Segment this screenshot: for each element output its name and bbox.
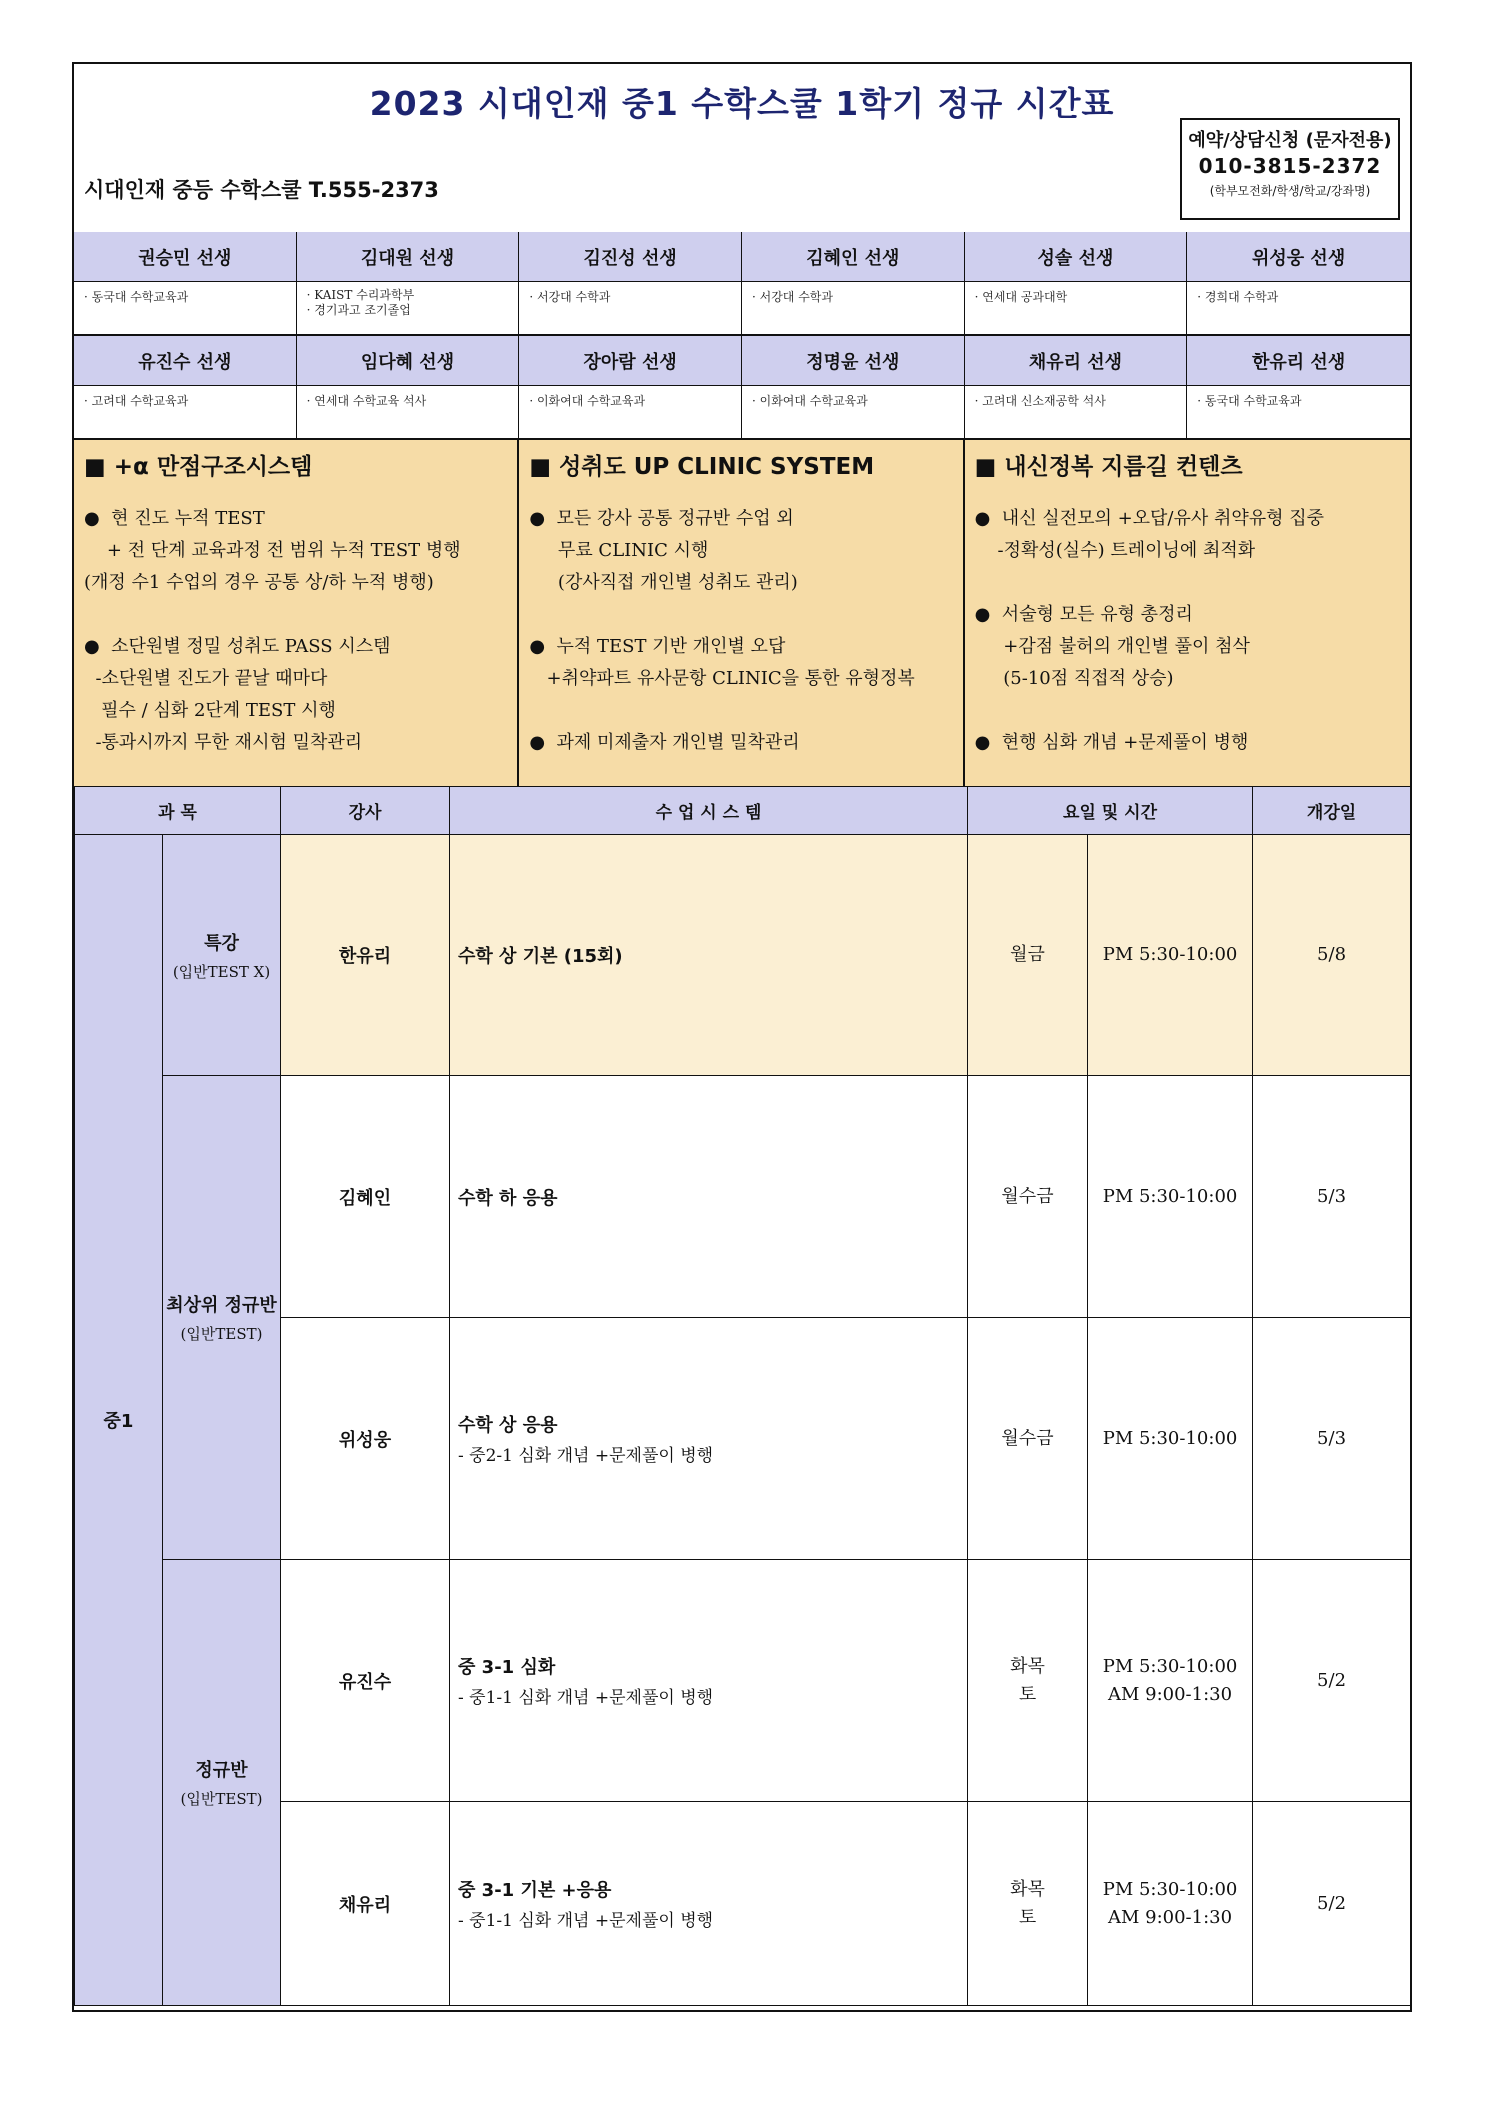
feature-line: +감점 불허의 개인별 풀이 첨삭: [974, 636, 1250, 657]
time-weekend: AM 9:00-1:30: [1107, 1683, 1233, 1705]
feature-line: ● 현행 심화 개념 +문제풀이 병행: [974, 732, 1249, 753]
feature-spacer: [975, 695, 1400, 727]
start-cell: 5/3: [1253, 1076, 1411, 1318]
table-row: [75, 1560, 1411, 1802]
days-weekday: 화목: [1010, 1655, 1045, 1677]
feature-line: -정확성(실수) 트레이닝에 최적화: [974, 540, 1256, 561]
teacher-name: 유진수 선생: [74, 336, 297, 386]
header-subject: 과 목: [75, 787, 281, 835]
time-weekday: PM 5:30-10:00: [1102, 1878, 1238, 1900]
table-row: [75, 835, 1411, 1076]
teacher-name: 김대원 선생: [297, 232, 520, 282]
start-cell: 5/8: [1253, 835, 1411, 1076]
teacher-table: [74, 232, 1410, 440]
contact-box: [1180, 118, 1400, 220]
course-cell: [450, 1076, 968, 1318]
feature-line: -소단원별 진도가 끝날 때마다: [84, 668, 328, 689]
header-teacher: 강사: [281, 787, 450, 835]
teacher-desc: · 연세대 공과대학: [965, 282, 1188, 336]
teacher-cell: 채유리: [281, 1802, 450, 2006]
feature-line: + 전 단계 교육과정 전 범위 누적 TEST 병행: [84, 540, 461, 561]
feature-title: ■ +α 만점구조시스템: [84, 454, 313, 480]
course-name: 수학 하 응용: [458, 1187, 558, 1209]
teacher-name: 김혜인 선생: [742, 232, 965, 282]
teacher-desc: · 이화여대 수학교육과: [519, 386, 742, 440]
header-system: 수 업 시 스 템: [450, 787, 968, 835]
course-name: 수학 상 응용: [458, 1415, 558, 1436]
teacher-desc: · 동국대 수학교육과: [1187, 386, 1410, 440]
group-name: 정규반: [195, 1760, 248, 1781]
feature-panel-clinic: [519, 440, 964, 786]
course-cell: [450, 835, 968, 1076]
teacher-name: 성솔 선생: [965, 232, 1188, 282]
teacher-desc: · 이화여대 수학교육과: [742, 386, 965, 440]
teacher-desc: · 연세대 수학교육 석사: [297, 386, 520, 440]
teacher-desc: · 고려대 신소재공학 석사: [965, 386, 1188, 440]
start-cell: 5/3: [1253, 1318, 1411, 1560]
group-name: 최상위 정규반: [166, 1295, 277, 1316]
schedule-header-row: [75, 787, 1411, 835]
teacher-desc-row: [74, 282, 1410, 336]
group-note: (입반TEST): [180, 1790, 263, 1808]
teacher-cell: 김혜인: [281, 1076, 450, 1318]
feature-spacer: [529, 695, 952, 727]
teacher-name: 한유리 선생: [1187, 336, 1410, 386]
feature-line: ● 소단원별 정밀 성취도 PASS 시스템: [84, 636, 391, 657]
teacher-name: 김진성 선생: [519, 232, 742, 282]
course-note: - 중2-1 심화 개념 +문제풀이 병행: [458, 1446, 714, 1466]
teacher-name: 권승민 선생: [74, 232, 297, 282]
header-start: 개강일: [1253, 787, 1411, 835]
days-cell: 월금: [968, 835, 1088, 1076]
teacher-cell: 유진수: [281, 1560, 450, 1802]
feature-line: 필수 / 심화 2단계 TEST 시행: [84, 700, 336, 721]
teacher-desc: · 서강대 수학과: [742, 282, 965, 336]
days-cell: 월수금: [968, 1318, 1088, 1560]
time-weekend: AM 9:00-1:30: [1107, 1906, 1233, 1928]
feature-line: (강사직접 개인별 성취도 관리): [529, 572, 798, 593]
feature-line: ● 모든 강사 공통 정규반 수업 외: [529, 508, 794, 529]
time-cell: PM 5:30-10:00: [1088, 1318, 1253, 1560]
feature-panel-school-exam: [965, 440, 1410, 786]
group-name: 특강: [204, 932, 239, 954]
feature-line: (5-10점 직접적 상승): [974, 668, 1174, 689]
time-cell: [1088, 1802, 1253, 2006]
feature-line: -통과시까지 무한 재시험 밀착관리: [84, 732, 363, 753]
feature-title: ■ 성취도 UP CLINIC SYSTEM: [529, 454, 875, 480]
group-note: (입반TEST): [180, 1325, 263, 1343]
teacher-name: 위성웅 선생: [1187, 232, 1410, 282]
time-cell: PM 5:30-10:00: [1088, 1076, 1253, 1318]
course-note: - 중1-1 심화 개념 +문제풀이 병행: [458, 1688, 714, 1708]
teacher-cell: 한유리: [281, 835, 450, 1076]
feature-line: ● 내신 실전모의 +오답/유사 취약유형 집중: [974, 508, 1325, 529]
feature-line: ● 현 진도 누적 TEST: [84, 508, 265, 529]
teacher-desc: · 고려대 수학교육과: [74, 386, 297, 440]
course-cell: [450, 1560, 968, 1802]
feature-line: (개정 수1 수업의 경우 공통 상/하 누적 병행): [84, 572, 434, 593]
feature-spacer: [84, 599, 507, 631]
days-cell: [968, 1560, 1088, 1802]
grade-cell: 중1: [75, 835, 163, 2006]
group-cell-regular: [163, 1560, 281, 2006]
header-time: 요일 및 시간: [968, 787, 1253, 835]
time-cell: [1088, 1560, 1253, 1802]
teacher-cell: 위성웅: [281, 1318, 450, 1560]
course-note: - 중1-1 심화 개념 +문제풀이 병행: [458, 1911, 714, 1931]
group-note: (입반TEST X): [172, 962, 271, 981]
feature-line: ● 과제 미제출자 개인별 밀착관리: [529, 732, 800, 753]
days-weekend: 토: [1018, 1683, 1037, 1705]
teacher-desc: · KAIST 수리과학부 · 경기과고 조기졸업: [297, 282, 520, 336]
start-cell: 5/2: [1253, 1560, 1411, 1802]
time-weekday: PM 5:30-10:00: [1102, 1655, 1238, 1677]
time-cell: PM 5:30-10:00: [1088, 835, 1253, 1076]
feature-spacer: [975, 567, 1400, 599]
teacher-desc-row: [74, 386, 1410, 440]
contact-phone[interactable]: 010-3815-2372: [1198, 154, 1382, 178]
contact-note: (학부모전화/학생/학교/강좌명): [1209, 184, 1371, 198]
group-cell-top: [163, 1076, 281, 1560]
teacher-desc: · 경희대 수학과: [1187, 282, 1410, 336]
header: [74, 64, 1410, 234]
teacher-name: 장아람 선생: [519, 336, 742, 386]
days-weekend: 토: [1018, 1906, 1037, 1928]
course-name: 중 3-1 기본 +응용: [458, 1880, 612, 1901]
start-cell: 5/2: [1253, 1802, 1411, 2006]
teacher-name-row: [74, 232, 1410, 282]
contact-label: 예약/상담신청 (문자전용): [1188, 130, 1392, 151]
teacher-name: 정명윤 선생: [742, 336, 965, 386]
feature-section: [74, 440, 1410, 788]
timetable-frame: [72, 62, 1412, 2012]
teacher-desc: · 동국대 수학교육과: [74, 282, 297, 336]
teacher-name: 채유리 선생: [965, 336, 1188, 386]
days-cell: 월수금: [968, 1076, 1088, 1318]
teacher-name-row: [74, 336, 1410, 386]
teacher-name: 임다혜 선생: [297, 336, 520, 386]
course-cell: [450, 1802, 968, 2006]
teacher-desc: · 서강대 수학과: [519, 282, 742, 336]
days-cell: [968, 1802, 1088, 2006]
feature-spacer: [529, 599, 952, 631]
schedule-table: [74, 786, 1411, 2006]
table-row: [75, 1076, 1411, 1318]
feature-line: ● 누적 TEST 기반 개인별 오답: [529, 636, 786, 657]
feature-line: +취약파트 유사문항 CLINIC을 통한 유형정복: [529, 668, 915, 689]
feature-line: 무료 CLINIC 시행: [529, 540, 709, 561]
course-cell: [450, 1318, 968, 1560]
feature-line: ● 서술형 모든 유형 총정리: [974, 604, 1193, 625]
feature-panel-perfect-score: [74, 440, 519, 786]
course-name: 수학 상 기본 (15회): [458, 946, 623, 967]
course-name: 중 3-1 심화: [458, 1657, 556, 1678]
group-cell-special: [163, 835, 281, 1076]
academy-phone: 시대인재 중등 수학스쿨 T.555-2373: [84, 178, 439, 202]
days-weekday: 화목: [1010, 1878, 1045, 1900]
feature-title: ■ 내신정복 지름길 컨텐츠: [974, 454, 1243, 480]
page-title: 2023 시대인재 중1 수학스쿨 1학기 정규 시간표: [369, 84, 1115, 123]
